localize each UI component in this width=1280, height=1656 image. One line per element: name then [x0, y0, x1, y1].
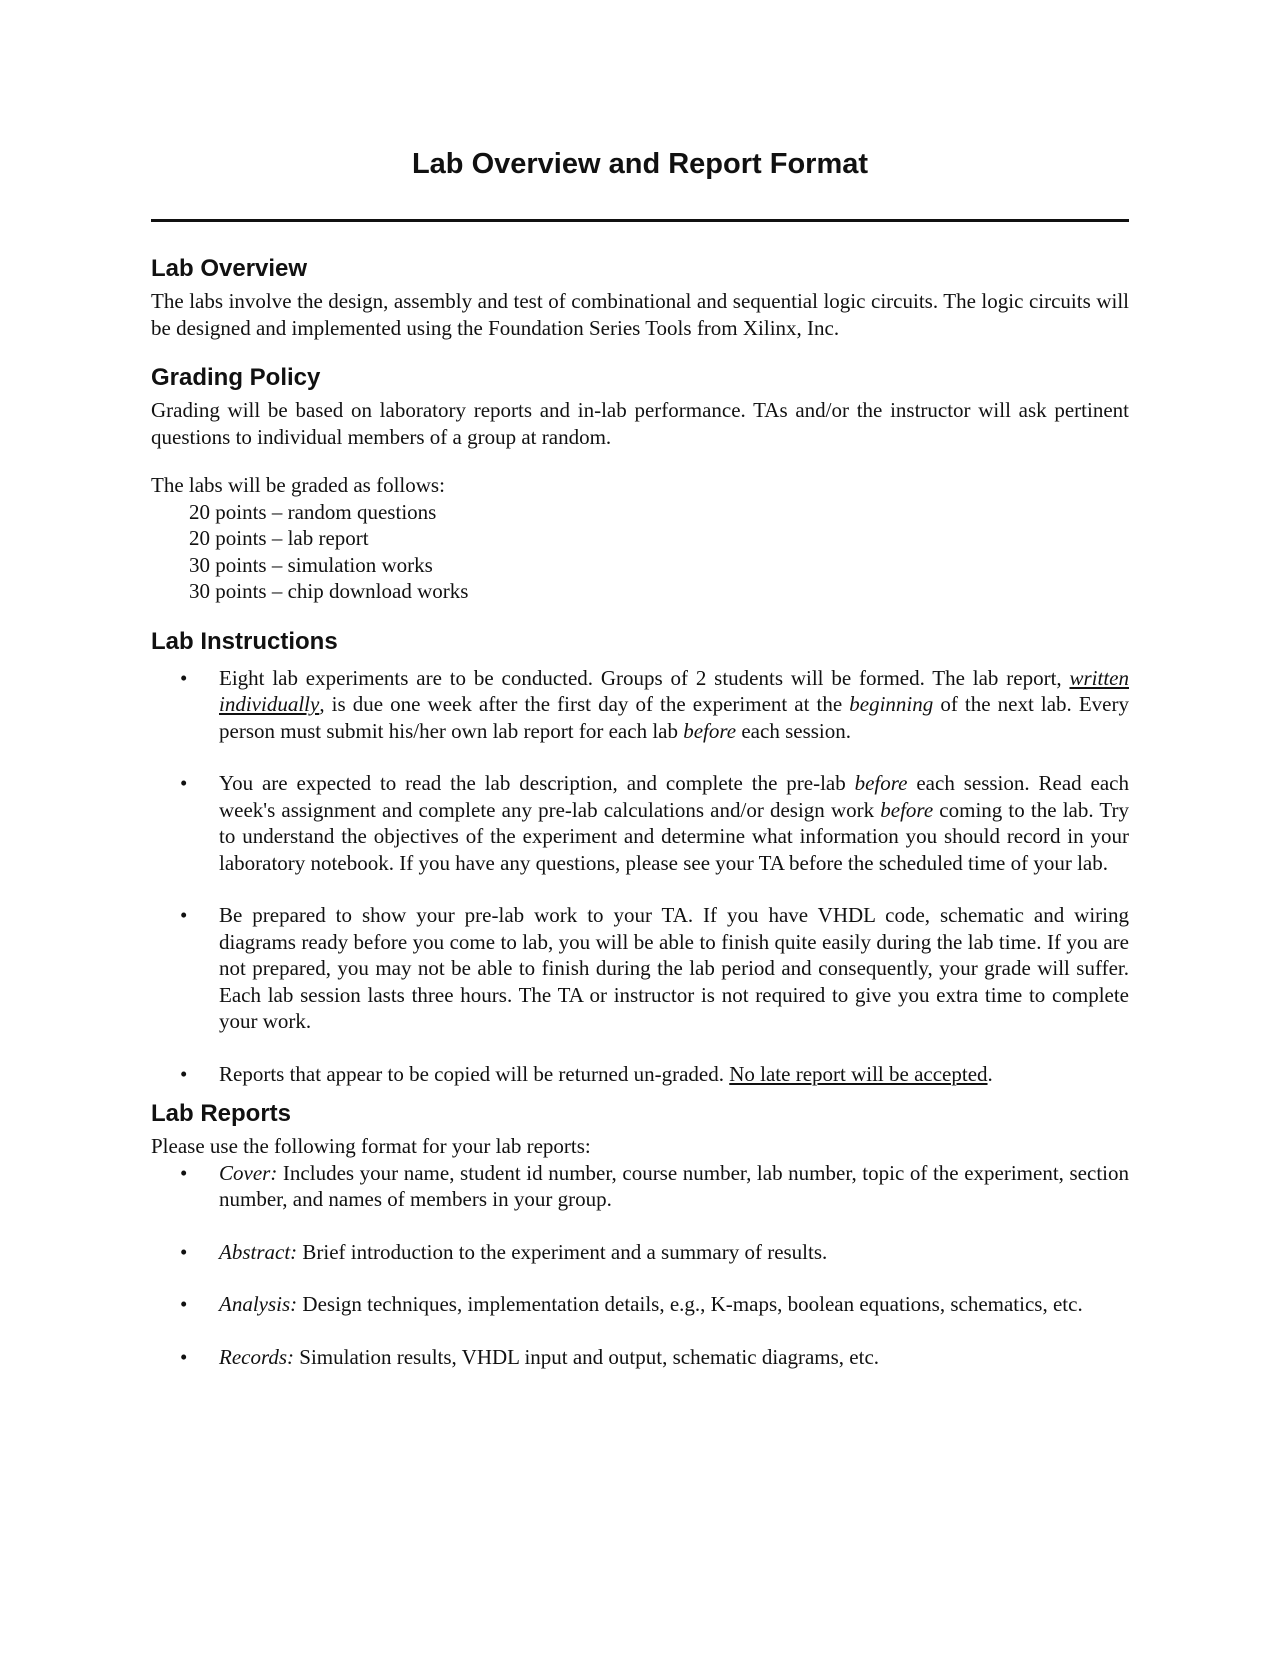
title-divider — [151, 219, 1129, 222]
instruction-item: • Reports that appear to be copied will be returned un-graded. No late report will be accepted. — [180, 1061, 993, 1086]
lab-overview-heading: Lab Overview — [151, 255, 308, 282]
bullet-icon: • — [180, 903, 188, 927]
report-format-list — [151, 1160, 1129, 1371]
grading-point-item: 20 points – lab report — [189, 526, 369, 550]
lab-overview-section — [151, 254, 1129, 341]
lab-instructions-heading: Lab Instructions — [151, 627, 338, 655]
emphasis-written-individually: written individually — [219, 665, 1129, 716]
instruction-item: • Eight lab experiments are to be conducted. Groups of 2 students will be formed. The lab report, written individually, is due one week after the first day of the experiment at the beginning of the next lab. Every person must submit his/her own lab report for each lab before each session. — [180, 665, 1129, 743]
instruction-item: • You are expected to read the lab description, and complete the pre-lab before each session. Read each week's assignment and complete any pre-lab calculations and/or design work before coming to the lab. Try to understand the objectives of the experiment and determine what information you should record in your laboratory notebook. If you have any questions, please see your TA before the scheduled time of your lab. — [180, 771, 1129, 875]
report-item-records: • Records: Simulation results, VHDL input and output, schematic diagrams, etc. — [180, 1344, 880, 1369]
page-title: Lab Overview and Report Format — [411, 148, 869, 180]
lab-overview-text: The labs involve the design, assembly and test of combinational and sequential logic circuits. The logic circuits will be designed and implemented using the Foundation Series Tools from Xilinx, Inc. — [151, 289, 1129, 340]
grading-point-item: 30 points – simulation works — [189, 552, 433, 577]
report-item-abstract: • Abstract: Brief introduction to the experiment and a summary of results. — [180, 1239, 828, 1264]
report-item-label: Analysis: — [219, 1292, 298, 1316]
report-item-label: Abstract: — [219, 1239, 298, 1264]
report-item-analysis: • Analysis: Design techniques, implementation details, e.g., K-maps, boolean equations, schematics, etc. — [180, 1292, 1083, 1316]
no-late-report-notice: No late report will be accepted — [729, 1061, 988, 1086]
grading-point-item: 30 points – chip download works — [189, 579, 469, 603]
bullet-icon: • — [180, 1160, 188, 1185]
lab-reports-intro: Please use the following format for your lab reports: — [151, 1134, 591, 1158]
grading-policy-heading: Grading Policy — [151, 364, 321, 391]
bullet-icon: • — [180, 1061, 188, 1086]
lab-instructions-section — [151, 627, 1129, 1088]
document-body — [151, 254, 1129, 1370]
grading-policy-text: Grading will be based on laboratory reports and in-lab performance. TAs and/or the instructor will ask pertinent questions to individual members of a group at random. — [151, 398, 1129, 449]
bullet-icon: • — [180, 1344, 188, 1369]
grading-policy-section — [151, 363, 1129, 605]
grading-intro: The labs will be graded as follows: — [151, 473, 445, 497]
report-item-cover: • Cover: Includes your name, student id number, course number, lab number, topic of the experiment, section number, and names of members in your group. — [180, 1160, 1129, 1211]
instruction-item: • Be prepared to show your pre-lab work to your TA. If you have VHDL code, schematic and wiring diagrams ready before you come to lab, you will be able to finish quite easily during the lab time. If you are not prepared, you may not be able to finish during the lab period and consequently, your grade will suffer. Each lab session lasts three hours. The TA or instructor is not required to give you extra time to complete your work. — [180, 903, 1129, 1033]
bullet-icon: • — [180, 771, 188, 795]
bullet-icon: • — [180, 665, 188, 690]
bullet-icon: • — [180, 1292, 188, 1316]
grading-points-list — [151, 499, 1129, 605]
lab-reports-section — [151, 1099, 1129, 1370]
report-item-label: Cover: — [219, 1160, 278, 1185]
lab-reports-heading: Lab Reports — [151, 1100, 292, 1127]
grading-point-item: 20 points – random questions — [189, 499, 437, 524]
report-item-label: Records: — [219, 1344, 295, 1369]
instructions-list — [151, 665, 1129, 1088]
bullet-icon: • — [180, 1239, 188, 1264]
